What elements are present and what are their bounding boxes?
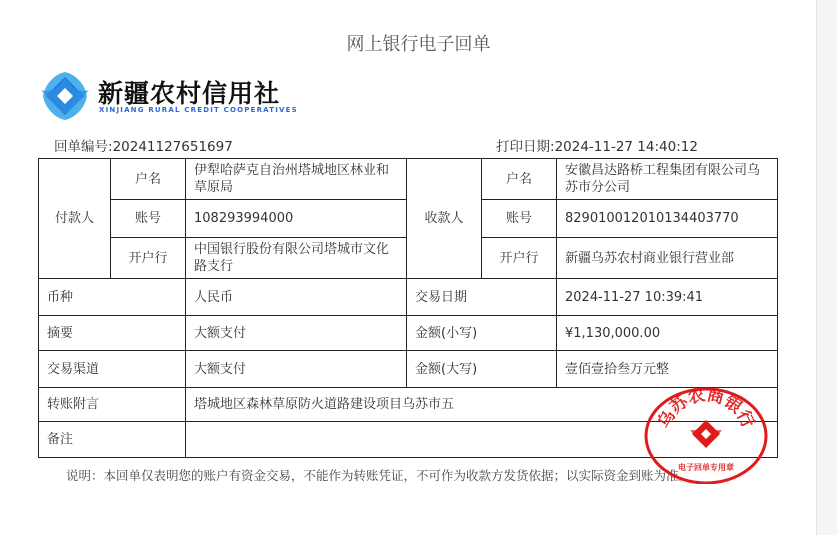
amount-small-value: ¥1,130,000.00 [557,316,778,351]
payee-section-label: 收款人 [407,159,482,279]
bank-seal-stamp [642,384,770,484]
bank-name-en: XINJIANG RURAL CREDIT COOPERATIVES [99,106,298,114]
table-row [39,316,778,351]
payer-account: 108293994000 [186,200,407,238]
receipt-number-value: 20241127651697 [112,139,233,155]
bank-logo [38,70,298,122]
payer-bank-label: 开户行 [111,238,186,279]
payer-name: 伊犁哈萨克自治州塔城地区林业和草原局 [186,159,407,200]
receipt-number-label: 回单编号: [54,139,113,155]
bank-name-cn: 新疆农村信用社 [98,79,281,108]
payee-bank: 新疆乌苏农村商业银行营业部 [557,238,778,279]
payee-account: 829010012010134403770 [557,200,778,238]
payer-section-label: 付款人 [39,159,111,279]
bank-logo-icon [38,70,92,122]
remark-label: 转账附言 [39,388,186,422]
currency-value: 人民币 [186,279,407,316]
window-edge-strip [816,0,837,535]
table-row [39,351,778,388]
summary-label: 摘要 [39,316,186,351]
payee-name: 安徽昌达路桥工程集团有限公司乌苏市分公司 [557,159,778,200]
seal-emblem-icon [690,420,722,448]
seal-arc-text: 乌苏农商银行 [654,385,758,432]
remark-value: 塔城地区森林草原防火道路建设项目乌苏市五 [186,388,778,422]
amount-big-label: 金额(大写) [407,351,557,388]
payee-name-label: 户名 [482,159,557,200]
summary-value: 大额支付 [186,316,407,351]
page-title: 网上银行电子回单 [346,34,491,55]
amount-big-value: 壹佰壹拾叁万元整 [557,351,778,388]
print-date-label: 打印日期: [496,139,555,155]
channel-value: 大额支付 [186,351,407,388]
payee-bank-label: 开户行 [482,238,557,279]
amount-small-label: 金额(小写) [407,316,557,351]
payer-bank: 中国银行股份有限公司塔城市文化路支行 [186,238,407,279]
print-date [496,135,698,155]
disclaimer-text: 说明：本回单仅表明您的账户有资金交易，不能作为转账凭证，不可作为收款方发货依据；以实际资金到账为准。 [66,468,692,483]
payee-account-label: 账号 [482,200,557,238]
payer-account-label: 账号 [111,200,186,238]
note-label: 备注 [39,422,186,458]
print-date-value: 2024-11-27 14:40:12 [554,139,698,155]
currency-label: 币种 [39,279,186,316]
table-row [39,279,778,316]
transaction-date-value: 2024-11-27 10:39:41 [557,279,778,316]
receipt-number [54,135,233,155]
table-row [39,159,778,200]
transaction-date-label: 交易日期 [407,279,557,316]
payer-name-label: 户名 [111,159,186,200]
seal-bottom-text: 电子回单专用章 [678,463,734,472]
channel-label: 交易渠道 [39,351,186,388]
